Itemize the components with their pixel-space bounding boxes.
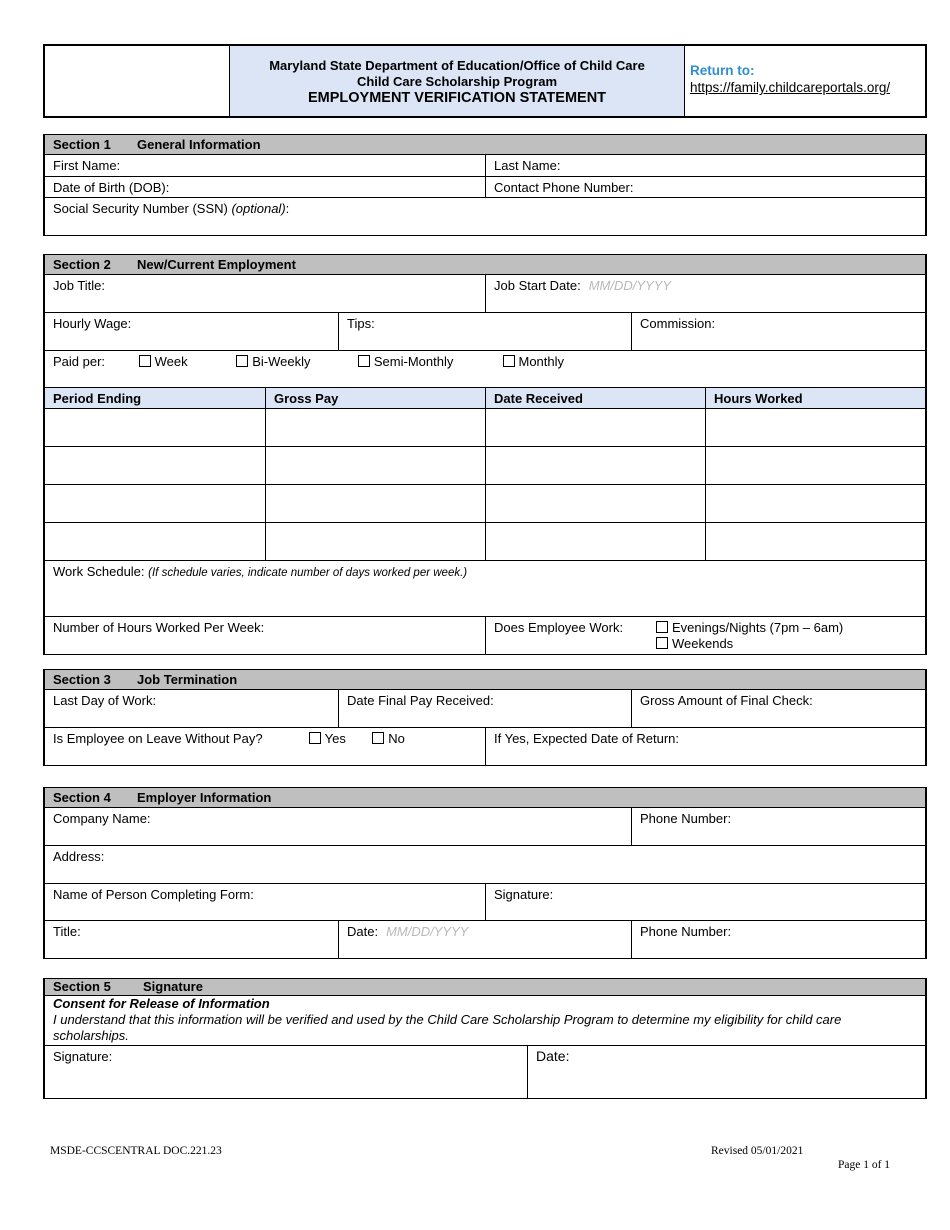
does-work-label: Does Employee Work: <box>494 620 624 635</box>
gross-final-check-field[interactable]: Gross Amount of Final Check: <box>631 690 925 727</box>
section-5-header <box>45 979 925 996</box>
form-title: EMPLOYMENT VERIFICATION STATEMENT <box>307 90 607 106</box>
commission-field[interactable]: Commission: <box>631 313 925 350</box>
section-number: Section 3 <box>53 672 111 687</box>
col-date-received: Date Received <box>485 388 705 408</box>
period-ending-cell[interactable] <box>45 523 265 560</box>
section-2-header <box>45 255 925 275</box>
section-3 <box>43 669 927 766</box>
consent-title: Consent for Release of Information <box>53 996 270 1011</box>
section-number: Section 5 <box>53 979 111 994</box>
hours-worked-cell[interactable] <box>705 485 925 522</box>
program-name: Child Care Scholarship Program <box>356 74 558 89</box>
hours-per-week-field[interactable]: Number of Hours Worked Per Week: <box>53 620 265 635</box>
section-4-header <box>45 788 925 808</box>
logo-area <box>45 46 230 116</box>
revision-date: Revised 05/01/2021 <box>711 1145 804 1157</box>
period-ending-cell[interactable] <box>45 447 265 484</box>
paid-per-row <box>45 351 925 387</box>
section-5 <box>43 978 927 1099</box>
first-name-field[interactable]: First Name: <box>53 158 121 173</box>
section-2 <box>43 254 927 655</box>
page-number: Page 1 of 1 <box>838 1159 891 1171</box>
employer-date-field[interactable]: Date: MM/DD/YYYY <box>338 921 631 958</box>
evenings-nights-checkbox[interactable]: Evenings/Nights (7pm – 6am) <box>656 620 843 636</box>
consent-text: I understand that this information will be verified and used by the Child Care Scholarship Program to determine my eligibility for child care scholarships. <box>53 1012 842 1043</box>
table-row <box>45 522 925 560</box>
section-number: Section 1 <box>53 137 111 152</box>
section-title: Job Termination <box>137 672 238 687</box>
applicant-signature-field[interactable]: Signature: <box>53 1049 113 1064</box>
leave-no-checkbox[interactable]: No <box>372 731 405 747</box>
form-header <box>43 44 927 118</box>
date-received-cell[interactable] <box>485 409 705 446</box>
employer-title-field[interactable]: Title: <box>53 924 81 939</box>
hours-worked-cell[interactable] <box>705 447 925 484</box>
job-title-field[interactable]: Job Title: <box>53 278 106 293</box>
final-pay-date-field[interactable]: Date Final Pay Received: <box>338 690 631 727</box>
date-received-cell[interactable] <box>485 523 705 560</box>
table-row <box>45 484 925 522</box>
return-url-link[interactable]: https://family.childcareportals.org/ <box>690 80 891 95</box>
dob-field[interactable]: Date of Birth (DOB): <box>53 180 170 195</box>
section-3-header <box>45 670 925 690</box>
pay-table-header <box>45 387 925 408</box>
leave-yes-checkbox[interactable]: Yes <box>309 731 369 747</box>
section-title: General Information <box>137 137 261 152</box>
gross-pay-cell[interactable] <box>265 409 485 446</box>
address-field[interactable]: Address: <box>53 849 105 864</box>
section-title: Signature <box>143 979 203 994</box>
ssn-field[interactable]: Social Security Number (SSN) (optional): <box>53 201 290 216</box>
gross-pay-cell[interactable] <box>265 447 485 484</box>
section-title: New/Current Employment <box>137 257 296 272</box>
return-block <box>685 46 925 116</box>
does-employee-work-row <box>485 617 925 654</box>
work-schedule-field[interactable]: Work Schedule: (If schedule varies, indicate number of days worked per week.) <box>53 564 468 579</box>
contact-phone-field[interactable]: Contact Phone Number: <box>485 177 925 197</box>
consent-block <box>45 996 925 1045</box>
person-completing-field[interactable]: Name of Person Completing Form: <box>53 887 254 902</box>
section-title: Employer Information <box>137 790 272 805</box>
col-period-ending: Period Ending <box>53 391 142 406</box>
table-row <box>45 446 925 484</box>
gross-pay-cell[interactable] <box>265 523 485 560</box>
period-ending-cell[interactable] <box>45 409 265 446</box>
date-placeholder: MM/DD/YYYY <box>588 278 672 293</box>
date-received-cell[interactable] <box>485 447 705 484</box>
company-name-field[interactable]: Company Name: <box>53 811 151 826</box>
applicant-date-field[interactable]: Date: <box>527 1046 925 1098</box>
section-number: Section 2 <box>53 257 111 272</box>
document-id: MSDE-CCSCENTRAL DOC.221.23 <box>50 1145 222 1157</box>
weekends-checkbox[interactable]: Weekends <box>656 636 843 652</box>
period-ending-cell[interactable] <box>45 485 265 522</box>
company-phone-field[interactable]: Phone Number: <box>631 808 925 845</box>
gross-pay-cell[interactable] <box>265 485 485 522</box>
last-day-field[interactable]: Last Day of Work: <box>53 693 157 708</box>
hours-worked-cell[interactable] <box>705 409 925 446</box>
paid-semimonthly-checkbox[interactable]: Semi-Monthly <box>358 354 499 370</box>
employer-phone-field[interactable]: Phone Number: <box>631 921 925 958</box>
job-start-date-field[interactable]: Job Start Date: MM/DD/YYYY <box>485 275 925 312</box>
paid-monthly-checkbox[interactable]: Monthly <box>503 354 565 370</box>
leave-question: Is Employee on Leave Without Pay? <box>53 731 263 746</box>
paid-per-label: Paid per: <box>53 354 106 369</box>
table-row <box>45 408 925 446</box>
hours-worked-cell[interactable] <box>705 523 925 560</box>
expected-return-field[interactable]: If Yes, Expected Date of Return: <box>485 728 925 765</box>
agency-name: Maryland State Department of Education/Office of Child Care <box>269 58 645 73</box>
return-label: Return to: <box>690 63 755 78</box>
date-received-cell[interactable] <box>485 485 705 522</box>
paid-biweekly-checkbox[interactable]: Bi-Weekly <box>236 354 354 370</box>
col-gross-pay: Gross Pay <box>265 388 485 408</box>
employer-signature-field[interactable]: Signature: <box>485 884 925 920</box>
section-1 <box>43 134 927 236</box>
section-1-header <box>45 135 925 155</box>
paid-week-checkbox[interactable]: Week <box>139 354 233 370</box>
last-name-field[interactable]: Last Name: <box>485 155 925 176</box>
hourly-wage-field[interactable]: Hourly Wage: <box>53 316 132 331</box>
tips-field[interactable]: Tips: <box>338 313 631 350</box>
date-placeholder: MM/DD/YYYY <box>386 924 469 939</box>
section-4 <box>43 787 927 959</box>
col-hours-worked: Hours Worked <box>705 388 925 408</box>
section-number: Section 4 <box>53 790 111 805</box>
leave-without-pay-row <box>45 728 485 765</box>
title-block <box>230 46 685 116</box>
